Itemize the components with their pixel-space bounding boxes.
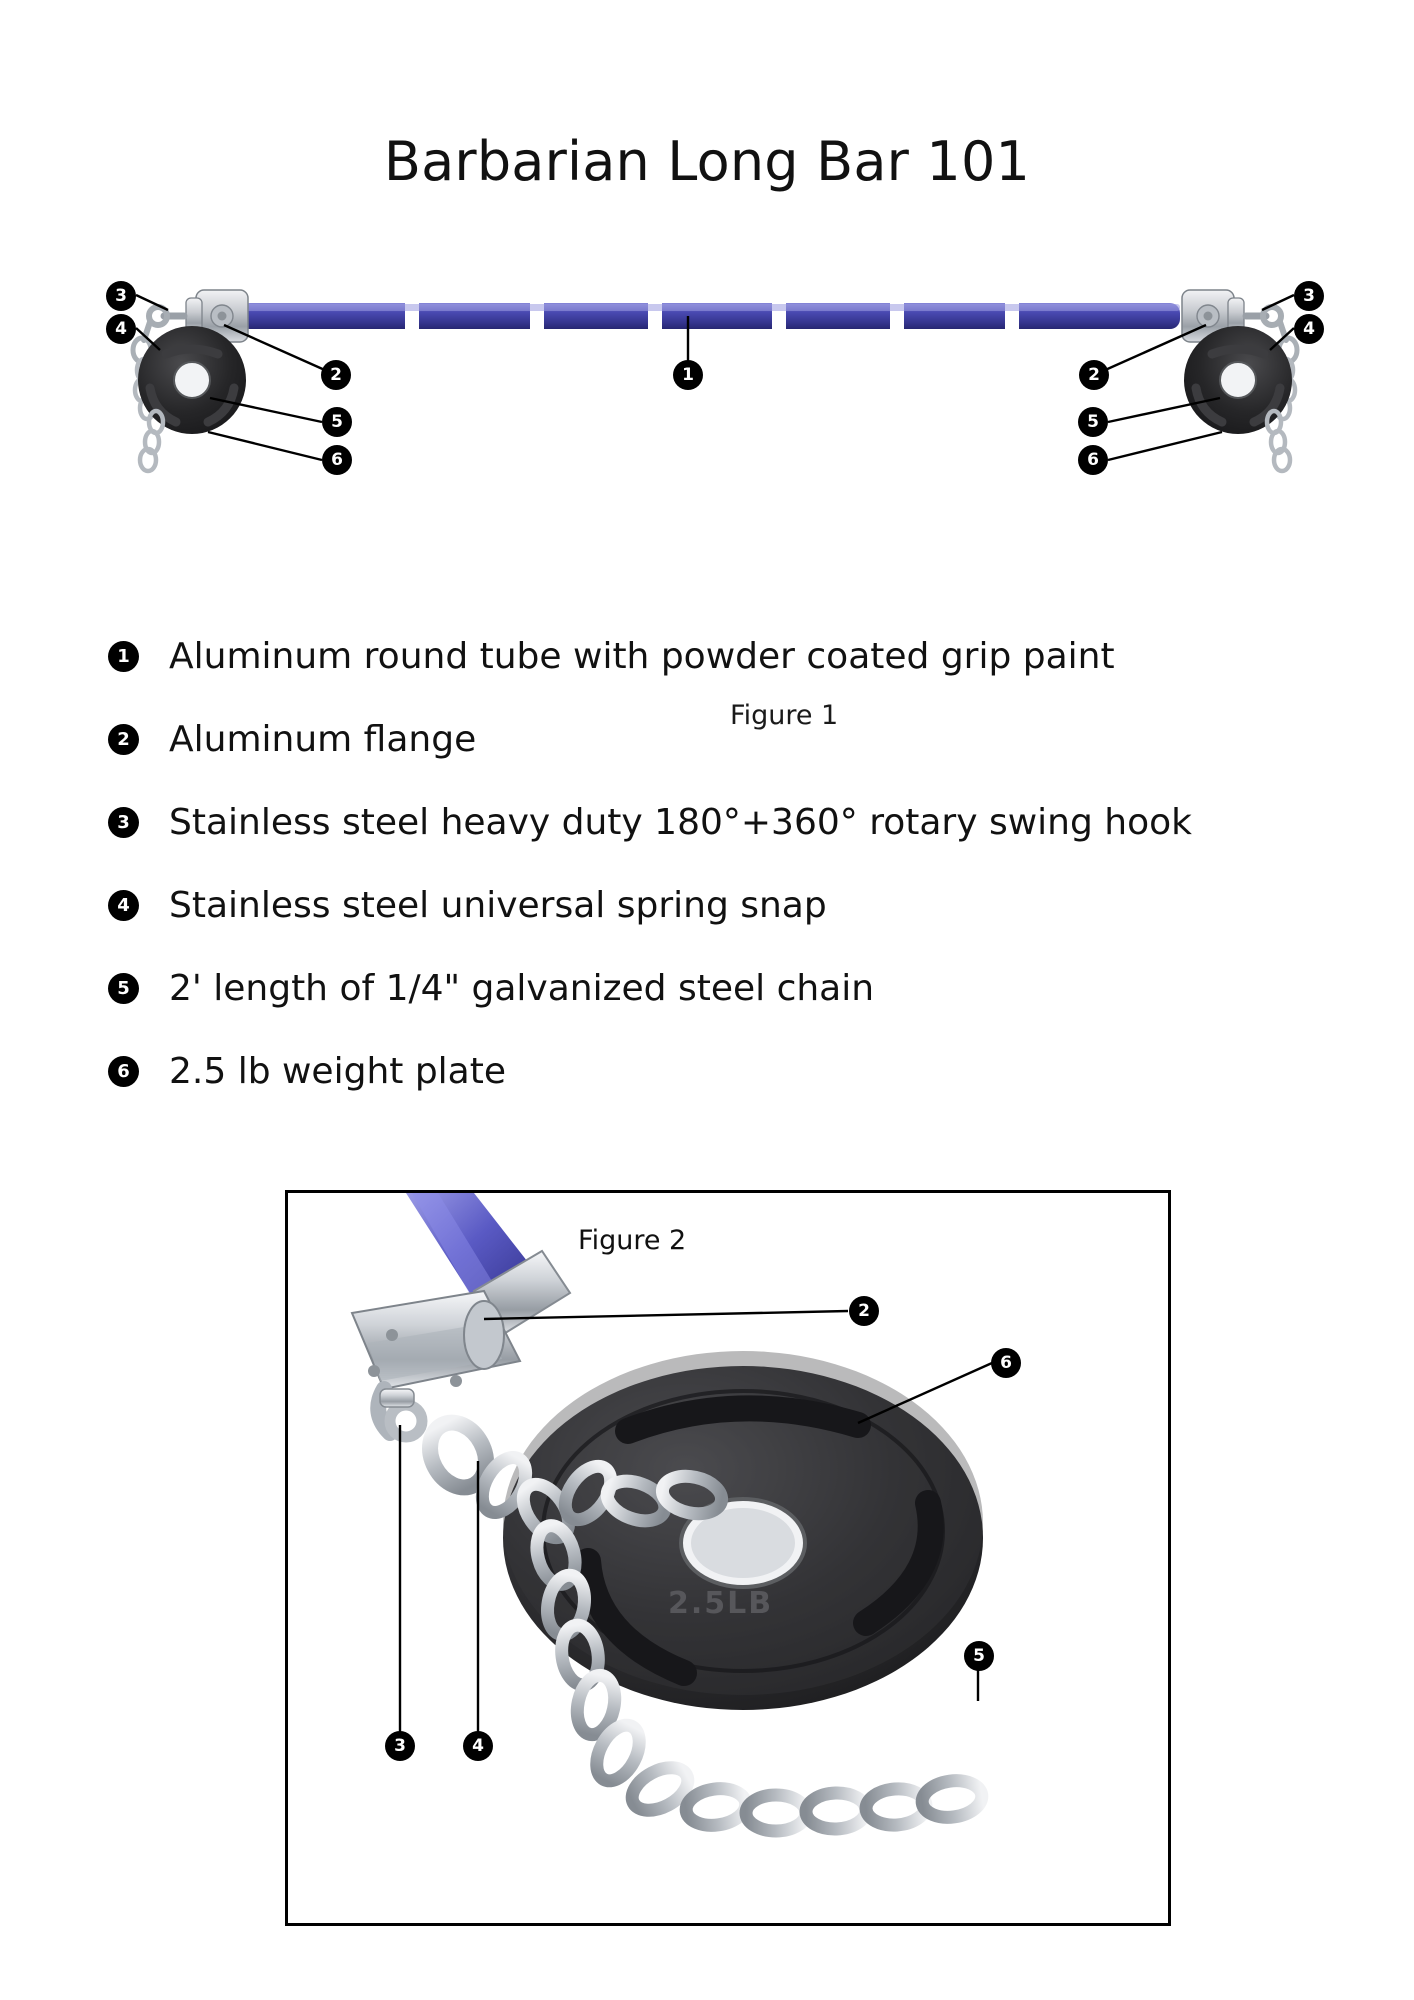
list-item <box>108 781 1308 864</box>
callout-6-left-figure1[interactable]: 6 <box>322 445 352 475</box>
callout-6-figure2[interactable]: 6 <box>991 1348 1021 1378</box>
callout-1-figure1[interactable]: 1 <box>673 360 703 390</box>
plate-weight-label: 2.5LB <box>668 1586 774 1621</box>
callout-5-figure2[interactable]: 5 <box>964 1641 994 1671</box>
callout-4-left-figure1[interactable]: 4 <box>106 314 136 344</box>
list-item <box>108 1030 1308 1113</box>
legend-badge-1: 1 <box>108 641 139 672</box>
callout-3-left-figure1[interactable]: 3 <box>106 281 136 311</box>
figure-2-illustration <box>288 1193 1162 1917</box>
legend-label-6: 2.5 lb weight plate <box>169 1051 506 1092</box>
legend-label-1: Aluminum round tube with powder coated grip paint <box>169 636 1115 677</box>
figure-1-illustration <box>100 270 1330 560</box>
legend-label-2: Aluminum flange <box>169 719 477 760</box>
legend-label-5: 2' length of 1/4" galvanized steel chain <box>169 968 875 1009</box>
callout-5-right-figure1[interactable]: 5 <box>1078 407 1108 437</box>
page-title: Barbarian Long Bar 101 <box>383 130 1031 193</box>
aluminum-tube <box>240 303 1180 329</box>
legend-badge-3: 3 <box>108 807 139 838</box>
list-item <box>108 864 1308 947</box>
callout-2-right-figure1[interactable]: 2 <box>1079 360 1109 390</box>
legend-label-3: Stainless steel heavy duty 180°+360° rotary swing hook <box>169 802 1192 843</box>
legend-badge-4: 4 <box>108 890 139 921</box>
callout-3-figure2[interactable]: 3 <box>385 1731 415 1761</box>
figure-2 <box>285 1190 1171 1926</box>
right-end-hardware <box>1182 290 1297 471</box>
callout-2-figure2[interactable]: 2 <box>849 1296 879 1326</box>
callout-4-figure2[interactable]: 4 <box>463 1731 493 1761</box>
legend-badge-2: 2 <box>108 724 139 755</box>
callout-2-left-figure1[interactable]: 2 <box>321 360 351 390</box>
legend-badge-5: 5 <box>108 973 139 1004</box>
aluminum-flange <box>352 1291 520 1389</box>
figure-2-caption: Figure 2 <box>578 1225 687 1256</box>
legend-badge-6: 6 <box>108 1056 139 1087</box>
callout-5-left-figure1[interactable]: 5 <box>322 407 352 437</box>
parts-legend <box>108 615 1308 1113</box>
figure-1-caption: Figure 1 <box>730 700 839 731</box>
callout-3-right-figure1[interactable]: 3 <box>1294 281 1324 311</box>
list-item <box>108 698 1308 781</box>
left-end-hardware <box>133 290 248 471</box>
legend-label-4: Stainless steel universal spring snap <box>169 885 827 926</box>
callout-4-right-figure1[interactable]: 4 <box>1294 314 1324 344</box>
list-item <box>108 615 1308 698</box>
weight-plate <box>503 1351 983 1710</box>
callout-6-right-figure1[interactable]: 6 <box>1078 445 1108 475</box>
list-item <box>108 947 1308 1030</box>
